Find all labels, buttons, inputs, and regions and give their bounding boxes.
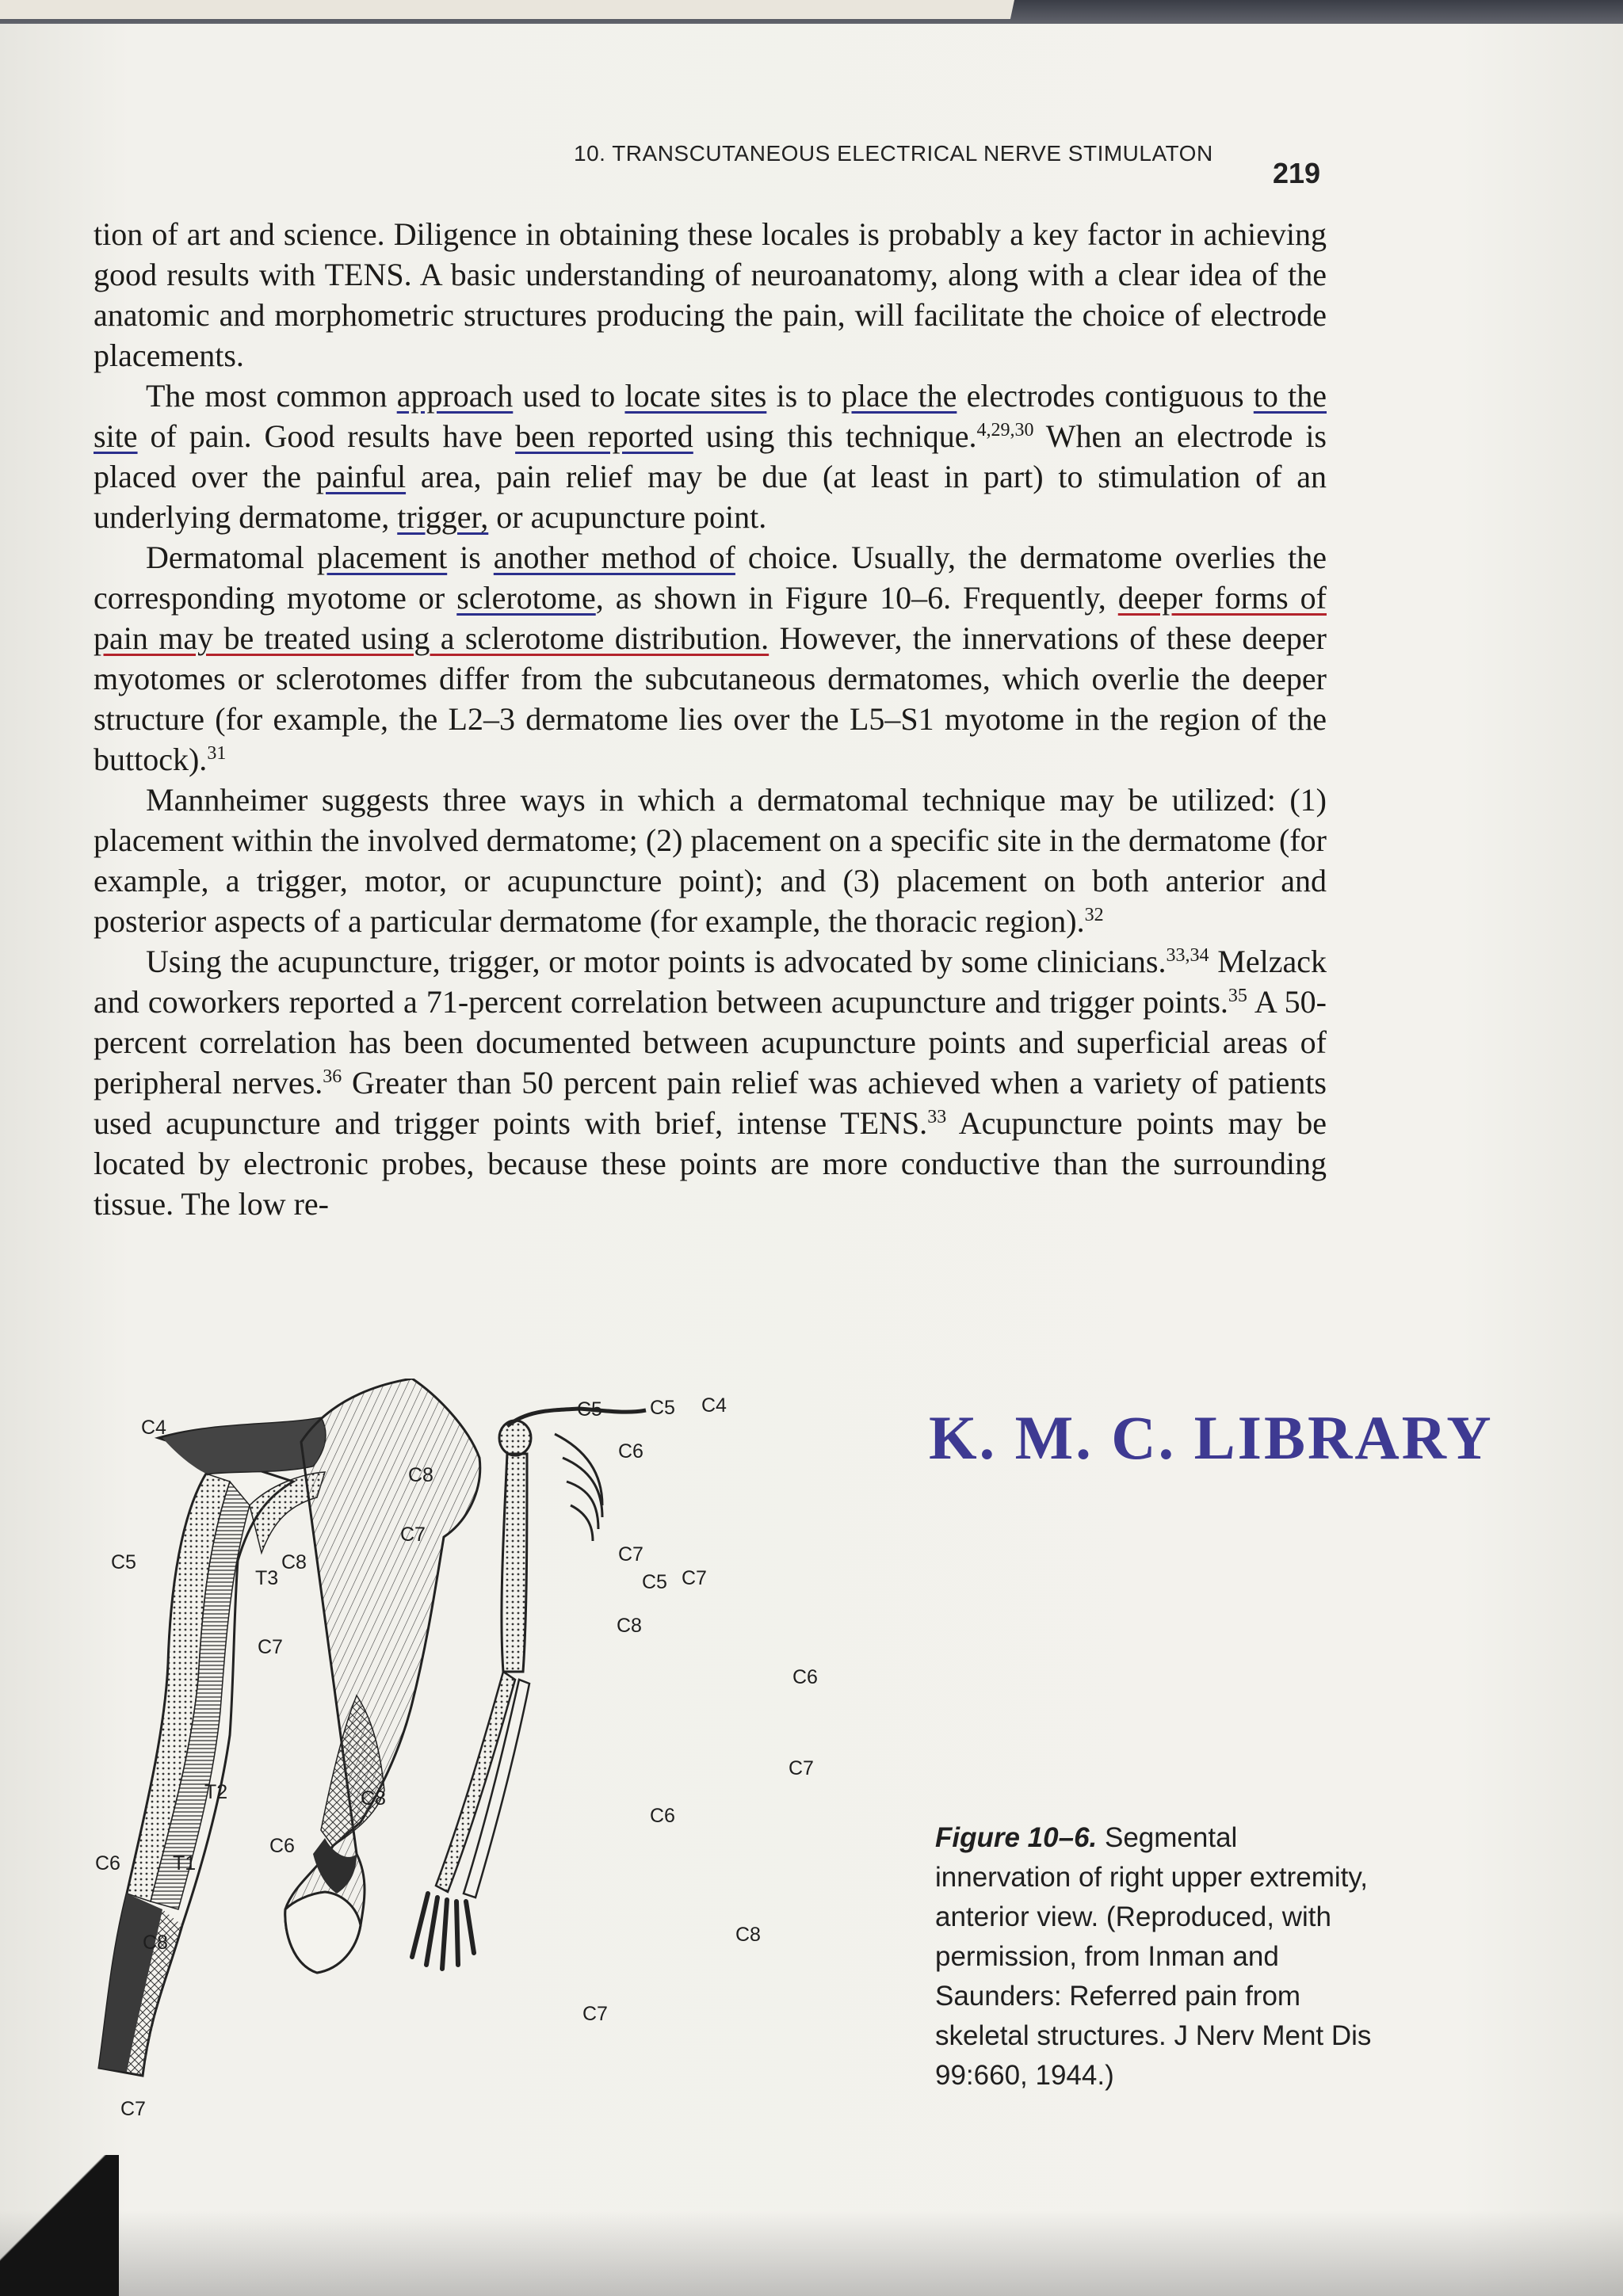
underlined-text: painful bbox=[315, 459, 407, 494]
underlined-text: another method of bbox=[493, 540, 735, 575]
paragraph-2 bbox=[94, 376, 1327, 537]
text-run: Mannheimer suggests three ways in which a dermatomal technique may be utilized: (1) placement within the involved dermatome; (2) placement on a specific site in the dermatome (for example, a trigger, motor, or acupuncture point); and (3) placement on both anterior and posterior aspects of a particular dermatome (for example, the thoracic region). bbox=[94, 782, 1327, 939]
paragraph-3 bbox=[94, 537, 1327, 780]
citation: 33,34 bbox=[1166, 945, 1209, 966]
label-c7-skel-fore: C7 bbox=[789, 1757, 814, 1779]
label-c8: C8 bbox=[143, 1932, 168, 1954]
label-t3: T3 bbox=[255, 1567, 279, 1589]
citation: 36 bbox=[323, 1066, 342, 1087]
underlined-text: been reported bbox=[515, 418, 693, 454]
caption-text: Segmental innervation of right upper extremity, anterior view. (Reproduced, with permission, from Inman and Saunders: Referred pain from skeletal structures. J Nerv Ment Dis 99:660, 1944.) bbox=[935, 1822, 1372, 2091]
ribs bbox=[555, 1434, 602, 1541]
citation: 32 bbox=[1084, 905, 1104, 925]
label-c6-skel: C6 bbox=[618, 1440, 643, 1463]
underlined-text: sclerotome bbox=[456, 580, 596, 616]
label-c7-skel-hand: C7 bbox=[582, 2003, 608, 2025]
text-run: Melzack and coworkers reported a 71-percent correlation between acupuncture and trigger points. bbox=[94, 944, 1327, 1020]
page-number: 219 bbox=[1273, 157, 1321, 189]
paragraph-text: tion of art and science. Diligence in obtaining these locales is probably a key factor in achieving good results with TENS. A basic understanding of neuroanatomy, along with a clear idea of the anatomic and morphometric structures producing the pain, will facilitate the choice of electrode placements. bbox=[94, 216, 1327, 373]
text-run: However, the innervations of these deeper myotomes or sclerotomes differ from the subcutaneous dermatomes, which overlie the deeper structure (for example, the L2–3 dermatome lies over the L5–S1 myotome in the region of the buttock). bbox=[94, 620, 1327, 777]
citation: 33 bbox=[927, 1107, 947, 1127]
label-c7: C7 bbox=[120, 2098, 146, 2120]
label-c5-top: C5 bbox=[577, 1398, 602, 1421]
underlined-text: to the site bbox=[94, 378, 1327, 454]
label-c8-skel-hand: C8 bbox=[735, 1924, 761, 1946]
underlined-text: locate sites bbox=[624, 378, 767, 414]
scan-bottom-shadow bbox=[0, 2210, 1623, 2296]
label-c8-skel: C8 bbox=[617, 1615, 642, 1637]
underlined-text: placement bbox=[316, 540, 448, 575]
label-c5-skel: C5 bbox=[650, 1397, 675, 1419]
text-run: , as shown in Figure 10–6. Frequently, bbox=[595, 580, 1118, 616]
label-t1: T1 bbox=[173, 1852, 197, 1875]
text-run: is bbox=[447, 540, 494, 575]
figure-10-6 bbox=[95, 1379, 943, 2139]
text-run: A 50-percent correlation has been documented between acupuncture points and superficial areas of peripheral nerves. bbox=[94, 984, 1327, 1100]
citation: 35 bbox=[1228, 986, 1247, 1006]
figure-id: Figure 10–6. bbox=[935, 1822, 1098, 1853]
text-run: or acupuncture point. bbox=[488, 499, 767, 535]
label-c7-skel-ribs: C7 bbox=[682, 1567, 707, 1589]
open-hand bbox=[285, 1892, 361, 1973]
dermatome-arm bbox=[99, 1418, 325, 2076]
label-t2: T2 bbox=[204, 1781, 228, 1803]
label-c7-skel: C7 bbox=[618, 1543, 643, 1566]
running-head: 10. TRANSCUTANEOUS ELECTRICAL NERVE STIMULATON bbox=[574, 141, 1213, 166]
citation: 4,29,30 bbox=[976, 420, 1034, 441]
label-c8-arm2: C8 bbox=[408, 1464, 433, 1486]
paragraph-5 bbox=[94, 941, 1327, 1224]
label-c6-skel-elbow: C6 bbox=[792, 1666, 818, 1688]
text-run: electrodes contiguous bbox=[957, 378, 1254, 414]
red-underlined-text: deeper forms of pain may be treated using a sclerotome distribution. bbox=[94, 580, 1327, 656]
text-run: When an electrode is placed over the bbox=[94, 418, 1327, 494]
humerus bbox=[502, 1454, 527, 1672]
text-run: The most common bbox=[146, 378, 397, 414]
underlined-text: approach bbox=[396, 378, 514, 414]
upper-extremity-illustration bbox=[95, 1379, 943, 2139]
text-run: of pain. Good results have bbox=[137, 418, 516, 454]
label-c4-skel: C4 bbox=[701, 1394, 727, 1417]
text-run: using this technique. bbox=[693, 418, 977, 454]
text-run: Acupuncture points may be located by electronic probes, because these points are more conductive than the surrounding tissue. The low re- bbox=[94, 1105, 1327, 1222]
finger-bones bbox=[412, 1894, 474, 1969]
label-c6: C6 bbox=[95, 1852, 120, 1875]
paragraph-1 bbox=[94, 214, 1327, 376]
text-run: Using the acupuncture, trigger, or motor points is advocated by some clinicians. bbox=[146, 944, 1167, 979]
underlined-text: place the bbox=[841, 378, 957, 414]
paragraph-4 bbox=[94, 780, 1327, 941]
label-c8-arm2-low: C8 bbox=[361, 1787, 386, 1810]
library-stamp: K. M. C. LIBRARY bbox=[929, 1403, 1494, 1472]
text-run: choice. Usually, the dermatome overlies the corresponding myotome or bbox=[94, 540, 1327, 616]
label-c6-skel-fore: C6 bbox=[650, 1805, 675, 1827]
text-run: area, pain relief may be due (at least in part) to stimulation of an underlying dermatome, bbox=[94, 459, 1327, 535]
label-c7-arm2: C7 bbox=[400, 1524, 426, 1546]
figure-caption bbox=[935, 1818, 1379, 2096]
scan-corner-shadow bbox=[0, 2155, 119, 2296]
underlined-text: trigger, bbox=[397, 499, 489, 535]
body-text bbox=[94, 214, 1327, 1224]
label-c4: C4 bbox=[141, 1417, 166, 1439]
text-run: Greater than 50 percent pain relief was achieved when a variety of patients used acupuncture and trigger points with brief, intense TENS. bbox=[94, 1065, 1327, 1141]
text-run: is to bbox=[766, 378, 842, 414]
label-c8-arm2-mid: C8 bbox=[281, 1551, 307, 1573]
label-c6-arm2: C6 bbox=[269, 1835, 295, 1857]
text-run: used to bbox=[513, 378, 625, 414]
citation: 31 bbox=[207, 743, 227, 764]
humeral-head bbox=[499, 1421, 531, 1455]
scan-top-fold bbox=[0, 0, 1014, 19]
label-c7-arm2-mid: C7 bbox=[258, 1636, 283, 1658]
label-c5-skel-mid: C5 bbox=[642, 1571, 667, 1593]
label-c5: C5 bbox=[111, 1551, 136, 1573]
text-run: Dermatomal bbox=[146, 540, 317, 575]
